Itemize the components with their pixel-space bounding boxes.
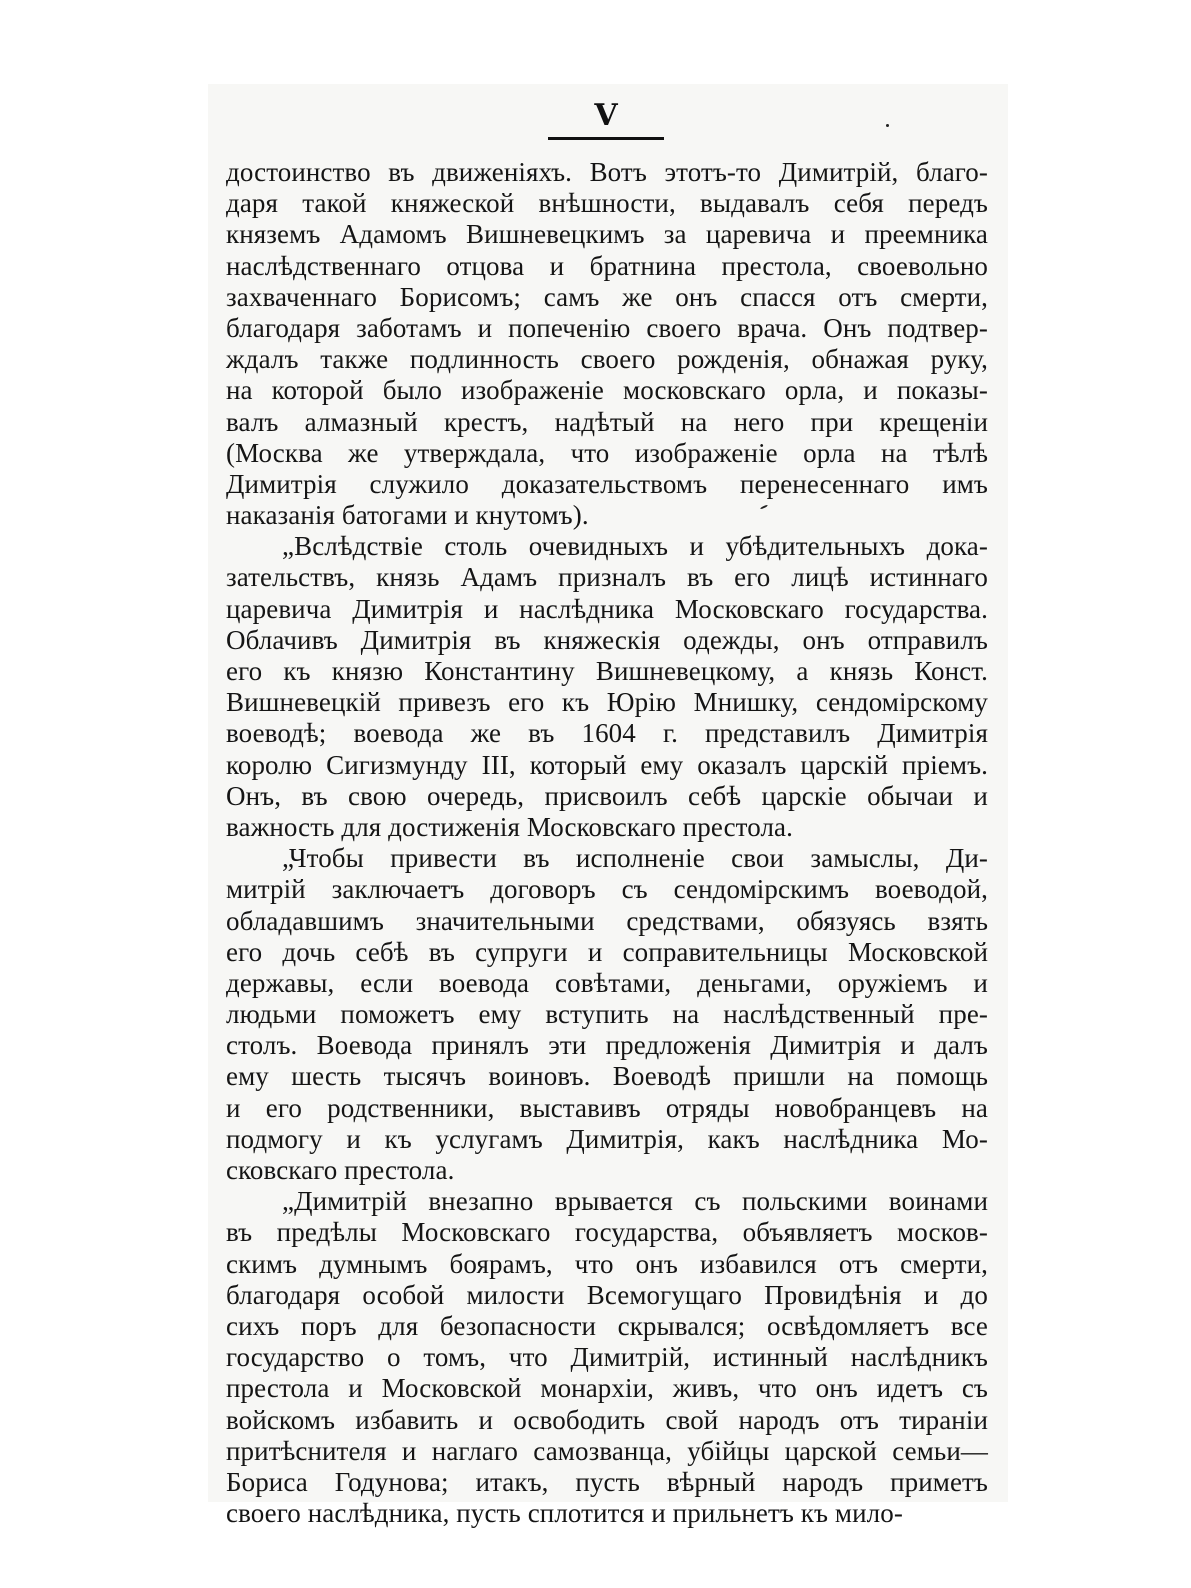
text-line: воеводѣ; воевода же въ 1604 г. представилъ Димитрія (226, 718, 988, 749)
paragraph (226, 843, 988, 1186)
paragraph (226, 1186, 988, 1529)
text-line: благодаря заботамъ и попеченію своего врача. Онъ подтвер- (226, 312, 988, 343)
text-line: войскомъ избавить и освободить свой народъ отъ тираніи (226, 1404, 988, 1435)
text-line: и его родственники, выставивъ отряды новобранцевъ на (226, 1092, 988, 1123)
text-line: его къ князю Константину Вишневецкому, а князь Конст. (226, 656, 988, 686)
text-line: государство о томъ, что Димитрій, истинный наслѣдникъ (226, 1342, 988, 1373)
text-line: ему шесть тысячъ воиновъ. Воеводѣ пришли на помощь (226, 1061, 988, 1092)
text-line: достоинство въ движеніяхъ. Вотъ этотъ-то Димитрій, благо- (226, 157, 988, 187)
text-line: державы, если воевода совѣтами, деньгами, оружіемъ и (226, 967, 988, 998)
text-line: сковскаго престола. (226, 1155, 455, 1185)
text-line: Вишневецкій привезъ его къ Юрію Мнишку, сендомірскому (226, 687, 988, 718)
body-text (226, 157, 988, 1529)
text-line: своего наслѣдника, пусть сплотится и прильнетъ къ мило- (226, 1498, 903, 1529)
text-line: наслѣдственнаго отцова и братнина престола, своевольно (226, 250, 988, 281)
text-line: благодаря особой милости Всемогущаго Провидѣнія и до (226, 1279, 988, 1310)
header-rule (548, 137, 664, 140)
text-line: наказанія батогами и кнутомъ). (226, 500, 589, 531)
text-line: митрій заключаетъ договоръ съ сендомірскимъ воеводой, (226, 874, 988, 905)
text-line: его дочь себѣ въ супруги и соправительницы Московской (226, 936, 988, 967)
paragraph (226, 157, 988, 531)
page-number: V (594, 98, 618, 133)
text-line: обладавшимъ значительными средствами, обязуясь взять (226, 905, 988, 936)
text-line: Облачивъ Димитрія въ княжескія одежды, онъ отправилъ (226, 624, 988, 655)
scan-speck (886, 124, 889, 127)
text-line: царевича Димитрія и наслѣдника Московскаго государства. (226, 593, 988, 624)
text-line: зательствъ, князь Адамъ призналъ въ его лицѣ истиннаго (226, 562, 988, 593)
text-line: захваченнаго Борисомъ; самъ же онъ спасся отъ смерти, (226, 281, 988, 312)
text-line: подмогу и къ услугамъ Димитрія, какъ наслѣдника Мо- (226, 1123, 988, 1154)
text-line: валъ алмазный крестъ, надѣтый на него при крещеніи (226, 406, 988, 437)
text-line: людьми поможетъ ему вступить на наслѣдственный пре- (226, 999, 988, 1030)
text-line: „Чтобы привести въ исполненіе свои замыслы, Ди- (282, 843, 988, 874)
text-line: въ предѣлы Московскаго государства, объявляетъ москов- (226, 1217, 988, 1248)
text-line: престола и Московской монархіи, живъ, что онъ идетъ съ (226, 1373, 988, 1404)
paragraph (226, 531, 988, 843)
text-line: скимъ думнымъ боярамъ, что онъ избавился отъ смерти, (226, 1248, 988, 1279)
text-line: притѣснителя и наглаго самозванца, убійцы царской семьи— (226, 1435, 988, 1466)
text-line: княземъ Адамомъ Вишневецкимъ за царевича и преемника (226, 219, 988, 250)
text-line: важность для достиженія Московскаго престола. (226, 811, 793, 842)
text-line: даря такой княжеской внѣшности, выдавалъ себя передъ (226, 188, 988, 219)
text-line: Онъ, въ свою очередь, присвоилъ себѣ царскіе обычаи и (226, 780, 988, 811)
text-line: сихъ поръ для безопасности скрывался; освѣдомляетъ все (226, 1310, 988, 1341)
text-line: „Вслѣдствіе столь очевидныхъ и убѣдительныхъ дока- (282, 531, 988, 562)
text-line: Димитрія служило доказательствомъ перенесеннаго имъ (226, 468, 988, 499)
text-line: ждалъ также подлинность своего рожденія, обнажая руку, (226, 344, 988, 375)
text-line: „Димитрій внезапно врывается съ польскими воинами (282, 1186, 988, 1217)
text-line: Бориса Годунова; итакъ, пусть вѣрный народъ приметъ (226, 1466, 988, 1497)
text-line: королю Сигизмунду III, который ему оказалъ царскій пріемъ. (226, 749, 988, 780)
text-line: (Москва же утверждала, что изображеніе орла на тѣлѣ (226, 437, 988, 468)
text-line: столъ. Воевода принялъ эти предложенія Димитрія и далъ (226, 1030, 988, 1061)
text-line: на которой было изображеніе московскаго орла, и показы- (226, 375, 988, 406)
